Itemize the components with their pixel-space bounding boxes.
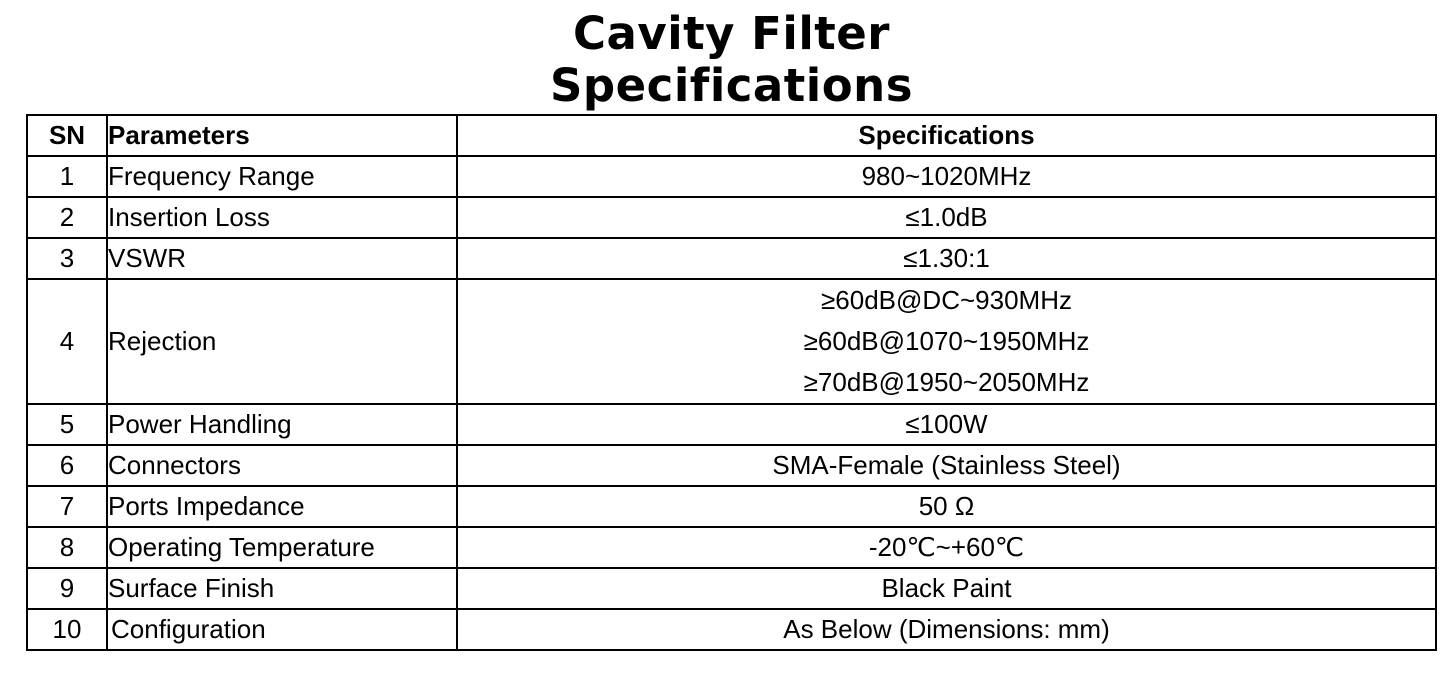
row-sn: 4 <box>27 279 107 404</box>
row-sn: 6 <box>27 445 107 486</box>
rejection-spec-line: ≥70dB@1950~2050MHz <box>803 367 1090 397</box>
table-row <box>27 238 1436 279</box>
table-row <box>27 156 1436 197</box>
row-sn: 10 <box>27 609 107 650</box>
table-row <box>27 279 1436 404</box>
table-row <box>27 568 1436 609</box>
row-parameter: Configuration <box>107 609 457 650</box>
column-header-parameters: Parameters <box>107 115 457 156</box>
row-specification: 50 Ω <box>457 486 1436 527</box>
table-row <box>27 445 1436 486</box>
row-specification: -20℃~+60℃ <box>457 527 1436 568</box>
row-sn: 5 <box>27 404 107 445</box>
row-specification: Black Paint <box>457 568 1436 609</box>
rejection-spec-line: ≥60dB@1070~1950MHz <box>803 326 1090 356</box>
row-parameter: Surface Finish <box>107 568 457 609</box>
row-specification: 980~1020MHz <box>457 156 1436 197</box>
rejection-spec-line: ≥60dB@DC~930MHz <box>821 285 1072 315</box>
row-specification: ≤1.30:1 <box>457 238 1436 279</box>
row-sn: 7 <box>27 486 107 527</box>
row-parameter: Rejection <box>107 279 457 404</box>
row-sn: 9 <box>27 568 107 609</box>
table-row <box>27 404 1436 445</box>
column-header-specifications: Specifications <box>457 115 1436 156</box>
row-specification: ≤1.0dB <box>457 197 1436 238</box>
page-title-line-1: Cavity Filter <box>573 7 890 60</box>
row-parameter: Connectors <box>107 445 457 486</box>
row-parameter: Insertion Loss <box>107 197 457 238</box>
page-title-line-2: Specifications <box>550 59 913 112</box>
table-row <box>27 197 1436 238</box>
row-sn: 3 <box>27 238 107 279</box>
row-parameter: Operating Temperature <box>107 527 457 568</box>
row-parameter: VSWR <box>107 238 457 279</box>
column-header-sn: SN <box>27 115 107 156</box>
table-header-row <box>27 115 1436 156</box>
row-specification: As Below (Dimensions: mm) <box>457 609 1436 650</box>
row-parameter: Ports Impedance <box>107 486 457 527</box>
table-row <box>27 486 1436 527</box>
row-sn: 1 <box>27 156 107 197</box>
row-parameter: Frequency Range <box>107 156 457 197</box>
row-parameter: Power Handling <box>107 404 457 445</box>
specifications-table <box>26 114 1437 651</box>
row-sn: 8 <box>27 527 107 568</box>
row-specification: SMA-Female (Stainless Steel) <box>457 445 1436 486</box>
row-specification <box>457 279 1436 404</box>
row-specification: ≤100W <box>457 404 1436 445</box>
row-sn: 2 <box>27 197 107 238</box>
table-row <box>27 527 1436 568</box>
table-row <box>27 609 1436 650</box>
